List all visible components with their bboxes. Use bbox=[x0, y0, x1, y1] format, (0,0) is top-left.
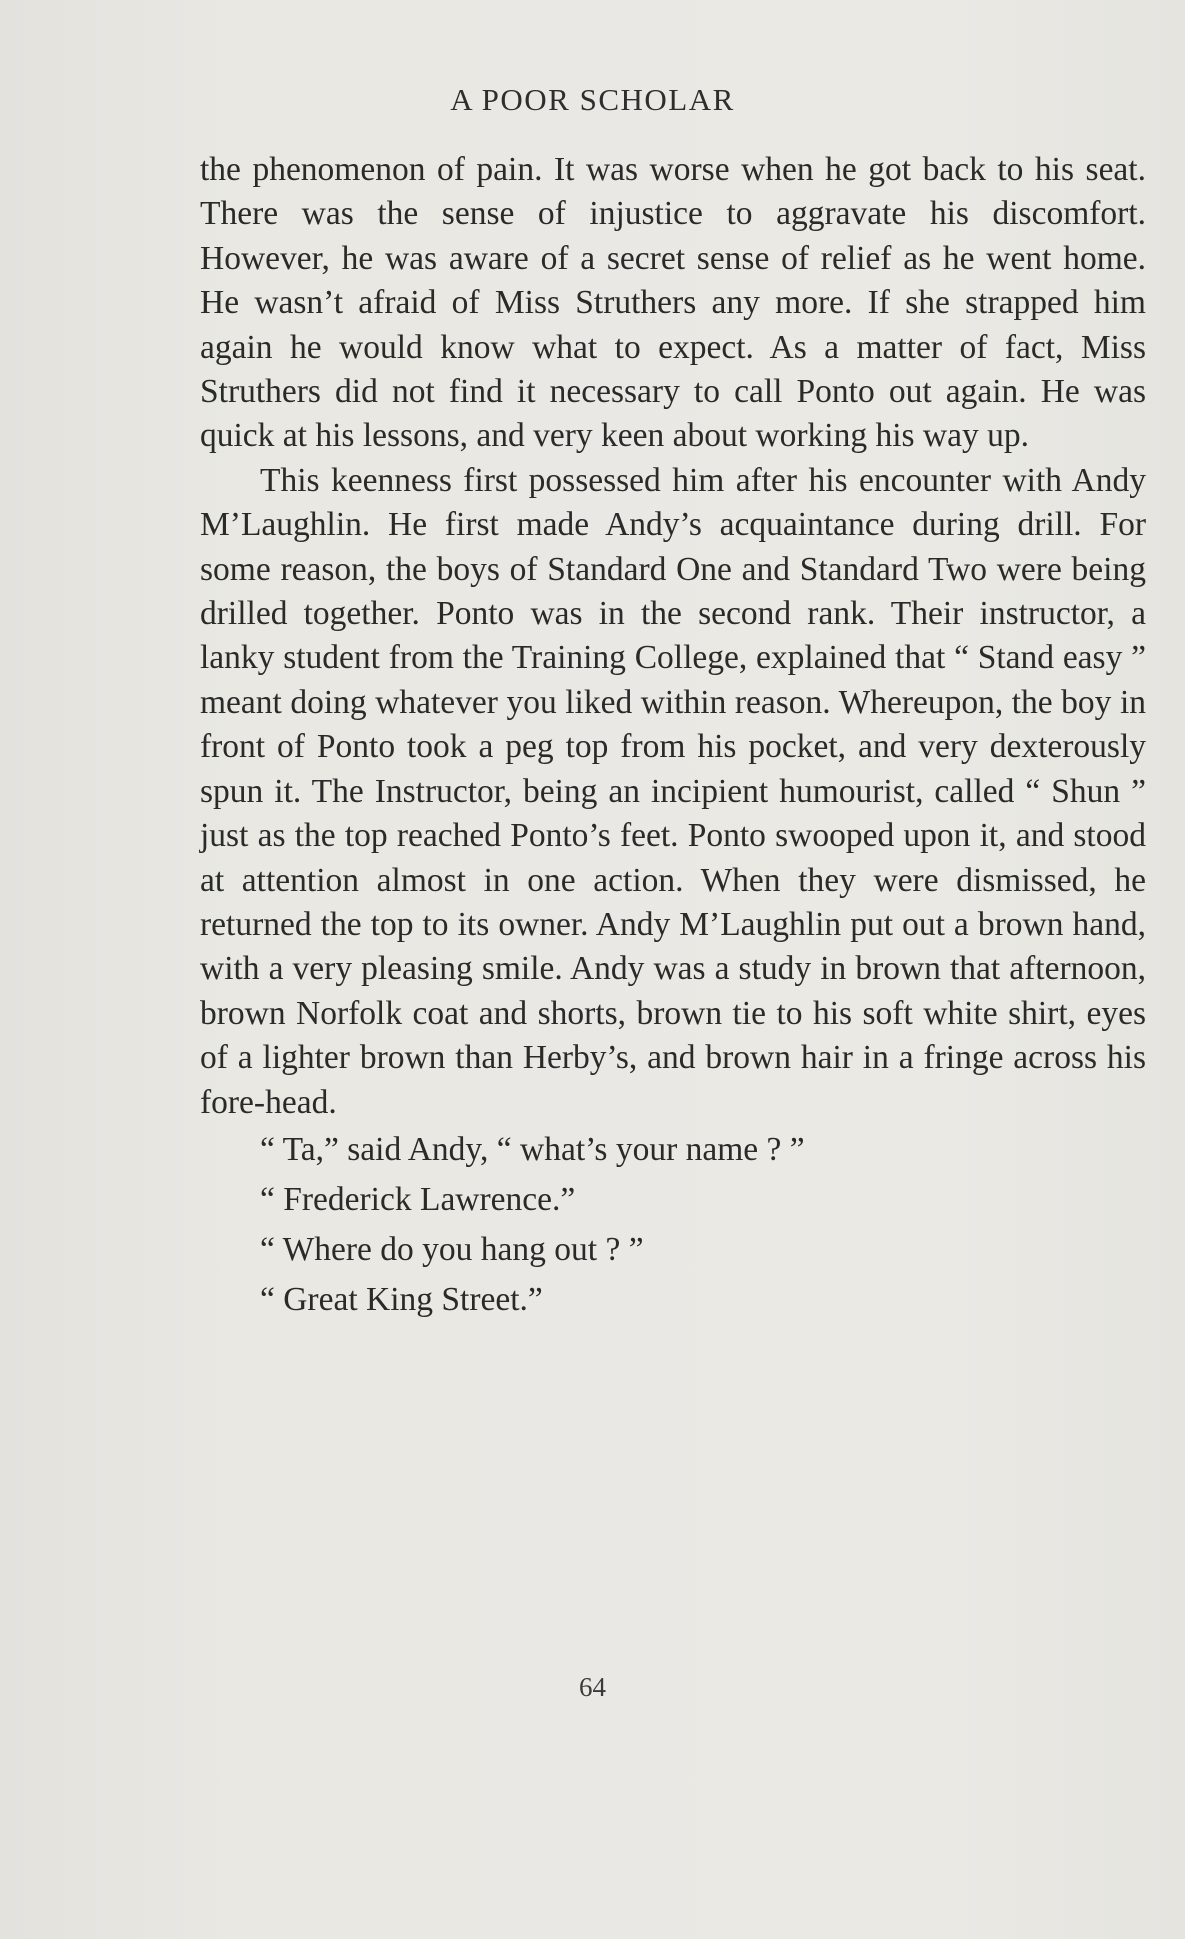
dialogue-line: “ Frederick Lawrence.” bbox=[260, 1180, 576, 1218]
dialogue-line: “ Where do you hang out ? ” bbox=[260, 1230, 644, 1268]
body-text bbox=[200, 148, 1146, 1325]
paragraph-continued: the phenomenon of pain. It was worse when he got back to his seat. There was the sense of injustice to aggravate his discomfort. However, he was aware of a secret sense of relief as he went home. He wasn’t afraid of Miss Struthers any more. If she strapped him again he would know what to expect. As a matter of fact, Miss Struthers did not find it necessary to call Ponto out again. He was quick at his lessons, and very keen about working his way up. bbox=[200, 151, 1146, 455]
dialogue-line: “ Ta,” said Andy, “ what’s your name ? ” bbox=[260, 1130, 805, 1168]
paragraph: This keenness first possessed him after his encounter with Andy M’Laughlin. He first made Andy’s acquaintance during drill. For some reason, the boys of Standard One and Standard Two were being drilled together. Ponto was in the second rank. Their instructor, a lanky student from the Training College, explained that “ Stand easy ” meant doing whatever you liked within reason. Whereupon, the boy in front of Ponto took a peg top from his pocket, and very dexterously spun it. The Instructor, being an incipient humourist, called “ Shun ” just as the top reached Ponto’s feet. Ponto swooped upon it, and stood at attention almost in one action. When they were dismissed, he returned the top to its owner. Andy M’Laughlin put out a brown hand, with a very pleasing smile. Andy was a study in brown that afternoon, brown Norfolk coat and shorts, brown tie to his soft white shirt, eyes of a lighter brown than Herby’s, and brown hair in a fringe across his fore-head. bbox=[200, 461, 1146, 1121]
page-number: 64 bbox=[579, 1672, 606, 1702]
dialogue-block bbox=[200, 1125, 1146, 1325]
dialogue-line: “ Great King Street.” bbox=[260, 1280, 543, 1318]
running-head: A POOR SCHOLAR bbox=[450, 82, 735, 117]
